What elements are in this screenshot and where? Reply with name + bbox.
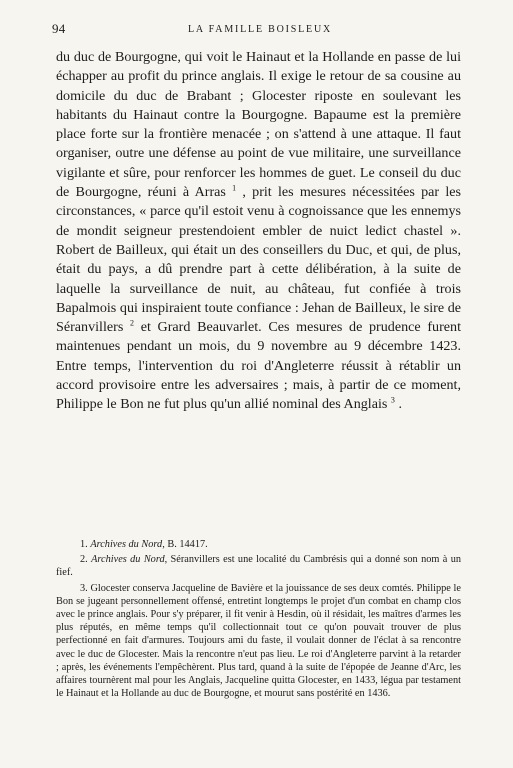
footnote-reference-2: 2 — [130, 318, 135, 328]
main-paragraph — [56, 48, 461, 415]
footnote-reference-3: 3 — [390, 395, 395, 405]
paragraph-segment: du duc de Bourgogne, qui voit le Hainaut et la Hollande en passe de lui échapper au profit du prince anglais. Il exige le retour de sa cousine au domicile du duc de Brabant ; Glocester riposte en soulevant les habitants du Hainaut contre la Bourgogne. Bapaume est la première place forte sur la frontière menacée ; on s'attend à une attaque. Il faut organiser, outre une défense au point de vue militaire, une surveillance vigilante et sûre, pour renforcer les hommes de guet. Le conseil du duc de Bourgogne, réuni à Arras — [56, 49, 461, 201]
footnote-text: , Séranvillers est une localité du Cambrésis qui a donné son nom à un fief. — [56, 554, 461, 579]
footnote-number: 2. — [80, 554, 88, 566]
footnote-text: Glocester conserva Jacqueline de Bavière et la jouissance de ses deux comtés. Philippe le Bon se jugeant personnellement offensé, entretint longtemps le projet d'un combat en champ clos avec le prince anglais. Pour s'y préparer, il fit venir à Hesdin, où il résidait, les maîtres d'armes les plus réputés, en même temps qu'il collectionnait tout ce qu'on pouvait trouver de plus perfectionné en fait d'armures. Toujours ami du faste, il voulait donner de l'éclat à sa rencontre avec le duc de Glocester. Mais la rencontre n'eut pas lieu. Le roi d'Angleterre parvint à la retarder ; après, les événements l'empêchèrent. Plus tard, quand à la suite de l'épopée de Jeanne d'Arc, les affaires tournèrent mal pour les Anglais, Jacqueline quitta Glocester, en 1433, légua par testament le Hainaut et la Hollande au duc de Bourgogne, et mourut sans postérité en 1436. — [56, 582, 461, 700]
footnote-number: 1. — [80, 539, 88, 550]
paragraph-end: . — [398, 396, 402, 413]
footnote-source: Archives du Nord — [90, 539, 163, 550]
footnote-3 — [56, 582, 461, 701]
footnote-text: , B. 14417. — [162, 539, 208, 550]
footnote-number: 3. — [80, 582, 88, 594]
footnote-reference-1: 1 — [232, 183, 237, 193]
running-title: LA FAMILLE BOISLEUX — [188, 24, 333, 35]
paragraph-segment: , prit les mesures nécessitées par les circonstances, « parce qu'il estoit venu à cognoissance que les ennemys de mondit seigneur prestendoient embler de nuict ledict chastel ». Robert de Bailleux, qui était un des conseillers du Duc, et qui, de plus, était du pays, a dû prendre part à cette délibération, à la suite de laquelle la surveillance de nuit, au château, fut confiée à trois Bapalmois qui inspiraient toute confiance : Jehan de Bailleux, le sire de Séranvillers — [56, 184, 462, 336]
footnote-1 — [56, 538, 461, 551]
footnotes — [56, 538, 461, 702]
main-text — [56, 48, 461, 415]
page-number: 94 — [52, 21, 66, 36]
footnote-2 — [56, 553, 461, 579]
footnote-source: Archives du Nord — [91, 554, 165, 566]
paragraph-segment: et Grard Beauvarlet. Ces mesures de prudence furent maintenues pendant un mois, du 9 novembre au 9 décembre 1423. Entre temps, l'intervention du roi d'Angleterre réussit à rétablir un accord provisoire entre les adversaires ; mais, à partir de ce moment, Philippe le Bon ne fut plus qu'un allié nominal des Anglais — [56, 319, 461, 413]
